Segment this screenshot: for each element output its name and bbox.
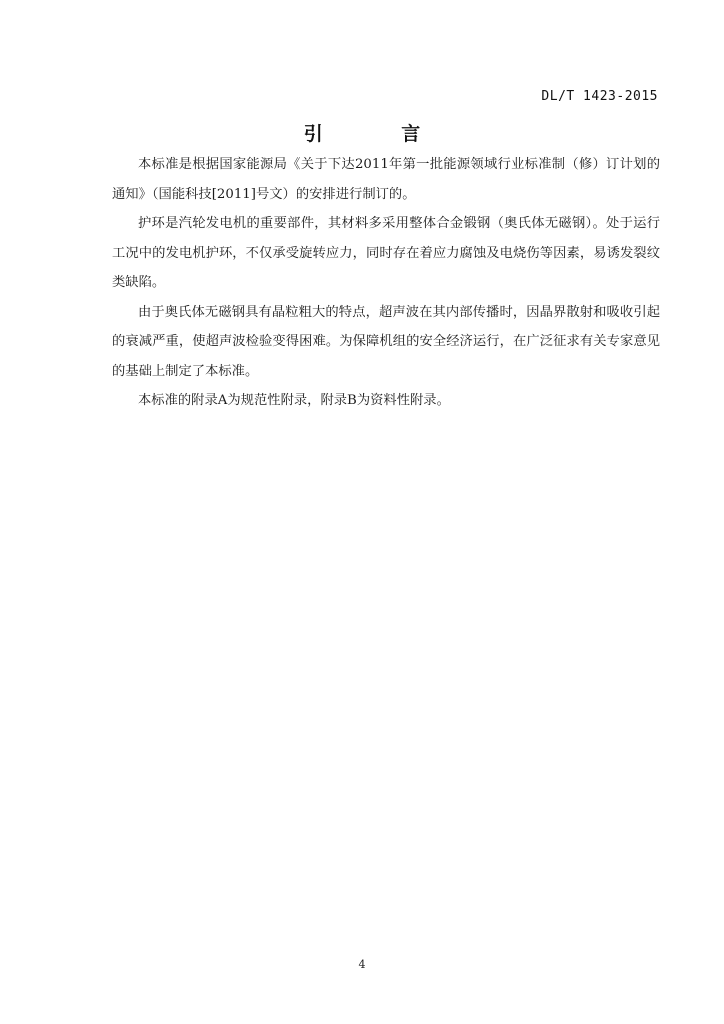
standard-code-header: DL/T 1423-2015 [541,89,658,104]
page-number: 4 [358,958,366,971]
section-title: 引 言 [303,123,457,145]
paragraph-ultrasonic-difficulty: 由于奥氏体无磁钢具有晶粒粗大的特点，超声波在其内部传播时，因晶界散射和吸收引起的衰减严重，使超声波检验变得困难。为保障机组的安全经济运行，在广泛征求有关专家意见的基础上制定了本标准。 [112,304,660,379]
paragraph-appendices: 本标准的附录A为规范性附录，附录B为资料性附录。 [138,393,450,408]
body-text [112,150,660,416]
paragraph-retaining-ring: 护环是汽轮发电机的重要部件，其材料多采用整体合金锻钢（奥氏体无磁钢）。处于运行工况中的发电机护环，不仅承受旋转应力，同时存在着应力腐蚀及电烧伤等因素，易诱发裂纹类缺陷。 [112,216,660,290]
paragraph-source-of-standard: 本标准是根据国家能源局《关于下达2011年第一批能源领域行业标准制（修）订计划的通知》（国能科技[2011]号文）的安排进行制订的。 [112,157,660,202]
